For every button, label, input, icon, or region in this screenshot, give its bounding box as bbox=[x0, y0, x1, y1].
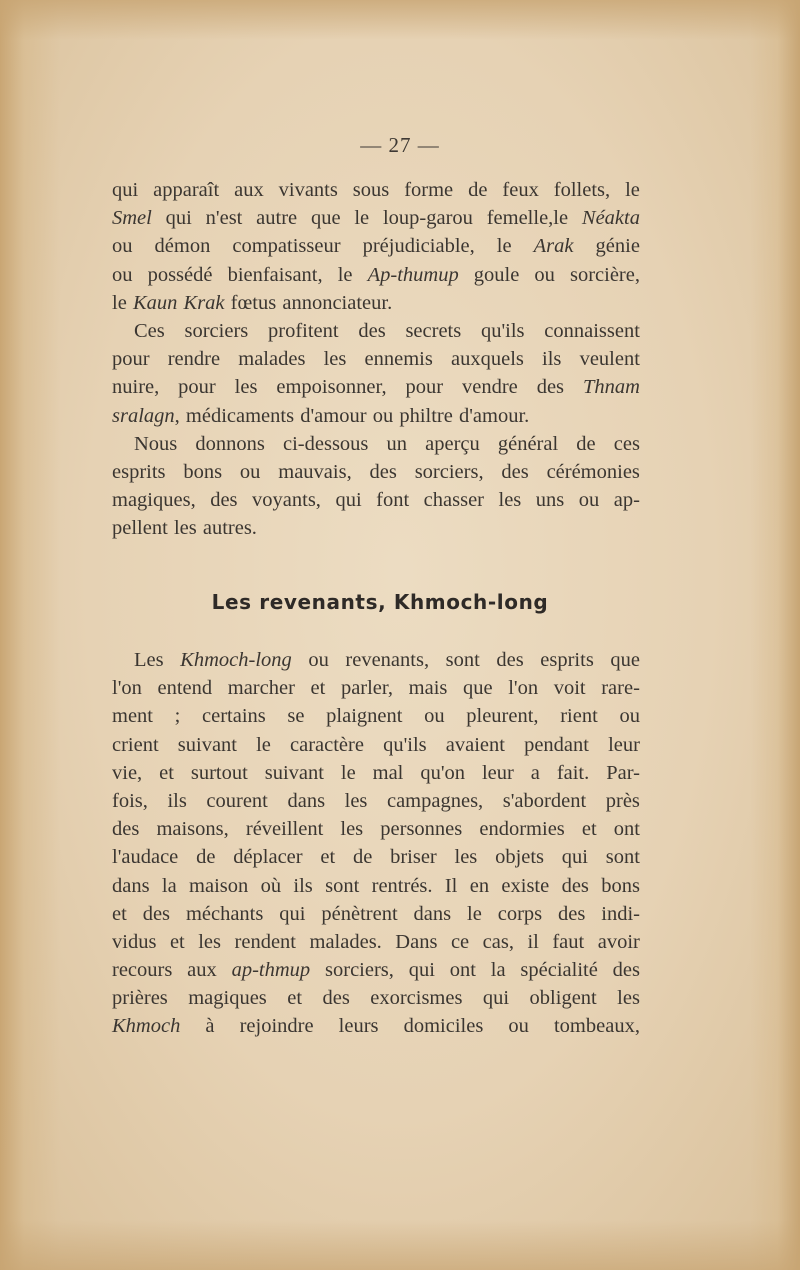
word: vie, bbox=[112, 761, 143, 784]
word: nuire, bbox=[112, 376, 160, 399]
text-line bbox=[112, 317, 640, 345]
word: l'on bbox=[508, 677, 539, 700]
text-line bbox=[112, 759, 640, 787]
word: qui bbox=[335, 489, 362, 512]
word: les bbox=[454, 846, 478, 869]
word: qui bbox=[279, 902, 306, 925]
word: rient bbox=[560, 705, 598, 728]
text-line bbox=[112, 402, 640, 430]
word: sorciers, bbox=[325, 959, 394, 982]
word: que bbox=[610, 649, 640, 671]
word: secrets bbox=[405, 319, 462, 342]
word: Arak bbox=[533, 235, 574, 258]
word: de bbox=[352, 846, 373, 869]
word: forme bbox=[404, 179, 454, 201]
word: qui bbox=[112, 179, 139, 201]
word: les bbox=[617, 987, 640, 1010]
word: Ces bbox=[134, 319, 165, 342]
word: Les bbox=[134, 649, 164, 671]
word: pendant bbox=[524, 733, 589, 756]
text-line bbox=[112, 843, 640, 871]
text-line bbox=[112, 731, 640, 759]
word: près bbox=[605, 789, 640, 812]
text-line bbox=[112, 928, 640, 956]
word: sorciers bbox=[184, 319, 249, 342]
word: des bbox=[369, 460, 397, 483]
text-line bbox=[112, 815, 640, 843]
word: les bbox=[498, 489, 522, 512]
word: en bbox=[469, 874, 490, 897]
word: général bbox=[497, 432, 559, 455]
word: à bbox=[205, 1015, 215, 1038]
word: d'amour bbox=[300, 404, 367, 427]
word: ou bbox=[578, 489, 600, 512]
word: dans bbox=[287, 789, 326, 812]
word: fait. bbox=[556, 761, 590, 784]
word: Par- bbox=[606, 761, 640, 784]
word: uns bbox=[535, 489, 565, 512]
word: l'on bbox=[112, 677, 142, 700]
word: le bbox=[340, 761, 356, 784]
word: les bbox=[340, 818, 364, 841]
word: bienfaisant, bbox=[227, 263, 323, 286]
word: qu'ils bbox=[383, 733, 427, 756]
word: Ap-thumup bbox=[367, 263, 459, 286]
word: ment bbox=[112, 705, 153, 728]
word: rendent bbox=[234, 930, 296, 953]
word: des bbox=[558, 902, 586, 925]
word: magiques bbox=[188, 987, 267, 1010]
word: ces bbox=[613, 432, 640, 455]
word: corps bbox=[497, 902, 543, 925]
word: faut bbox=[552, 930, 585, 953]
word: les bbox=[323, 348, 347, 371]
word: rendre bbox=[167, 348, 221, 371]
word: surtout bbox=[190, 761, 248, 784]
word: l'audace bbox=[112, 846, 179, 869]
word: ap- bbox=[613, 489, 640, 512]
word: possédé bbox=[147, 263, 213, 286]
word: parler, bbox=[340, 677, 394, 700]
text-line bbox=[112, 787, 640, 815]
word: indi- bbox=[601, 902, 640, 925]
word: rentrés. bbox=[371, 874, 433, 897]
text-line bbox=[112, 261, 640, 289]
text-line bbox=[112, 646, 640, 674]
word: et bbox=[581, 818, 597, 841]
word: dans bbox=[112, 874, 150, 897]
word: empoisonner, bbox=[276, 376, 387, 399]
word: chasser bbox=[423, 489, 485, 512]
word: avaient bbox=[445, 733, 505, 756]
text-line bbox=[112, 872, 640, 900]
text-line bbox=[112, 232, 640, 260]
text-line bbox=[112, 900, 640, 928]
word: pour bbox=[112, 348, 150, 371]
word: des bbox=[496, 649, 524, 671]
word: des bbox=[501, 460, 529, 483]
word: où bbox=[260, 874, 282, 897]
word: malades. bbox=[309, 930, 382, 953]
word: ils bbox=[542, 348, 562, 371]
word: ont bbox=[613, 818, 640, 841]
word: méchants bbox=[185, 902, 264, 925]
word: existe bbox=[501, 874, 550, 897]
word: sorcière, bbox=[569, 263, 640, 286]
text-line bbox=[112, 289, 640, 317]
word: ils bbox=[167, 789, 187, 812]
word: aux bbox=[187, 959, 217, 982]
word: le bbox=[354, 207, 370, 230]
word: et bbox=[310, 677, 326, 700]
word: veulent bbox=[579, 348, 640, 371]
word: qui bbox=[165, 207, 192, 230]
paper-edge-left bbox=[0, 0, 60, 1270]
word: dans bbox=[413, 902, 452, 925]
word: rejoindre bbox=[239, 1015, 314, 1038]
word: démon bbox=[154, 235, 211, 258]
word: les bbox=[198, 930, 222, 953]
word: leur bbox=[481, 761, 514, 784]
word: médicaments bbox=[185, 404, 295, 427]
word: mais bbox=[408, 677, 448, 700]
word: profitent bbox=[268, 319, 339, 342]
word: Il bbox=[444, 874, 458, 897]
word: le bbox=[496, 235, 512, 258]
word: personnes bbox=[380, 818, 463, 841]
text-line bbox=[112, 1012, 640, 1040]
word: des bbox=[612, 959, 640, 982]
word: sont bbox=[445, 649, 480, 671]
word: prières bbox=[112, 987, 168, 1010]
word: recours bbox=[112, 959, 173, 982]
word: qu'ils bbox=[480, 319, 525, 342]
word: Khmoch-long bbox=[180, 649, 292, 671]
word: leur bbox=[608, 733, 640, 756]
word: vendre bbox=[462, 376, 518, 399]
word: courent bbox=[206, 789, 268, 812]
word: de bbox=[468, 179, 488, 201]
word: plaignent bbox=[326, 705, 403, 728]
word: domiciles bbox=[403, 1015, 484, 1038]
word: revenants, bbox=[345, 649, 430, 671]
word: entend bbox=[157, 677, 213, 700]
word: donnons bbox=[195, 432, 265, 455]
word: de bbox=[576, 432, 596, 455]
word: compatisseur bbox=[232, 235, 341, 258]
word: ont bbox=[449, 959, 476, 982]
word: des bbox=[112, 818, 140, 841]
text-line bbox=[112, 956, 640, 984]
word: la bbox=[490, 959, 506, 982]
word: qui bbox=[408, 959, 435, 982]
word: loup-garou bbox=[382, 207, 473, 230]
word: pour bbox=[178, 376, 216, 399]
word: pénètrent bbox=[321, 902, 398, 925]
word: ou bbox=[619, 705, 640, 728]
word: de bbox=[196, 846, 216, 869]
word: magiques, bbox=[112, 489, 196, 512]
text-line bbox=[112, 984, 640, 1012]
word: spécialité bbox=[520, 959, 598, 982]
word: connaissent bbox=[544, 319, 640, 342]
word: préjudiciable, bbox=[362, 235, 475, 258]
word: feux bbox=[502, 179, 539, 201]
text-line bbox=[112, 674, 640, 702]
word: que bbox=[462, 677, 493, 700]
word: des bbox=[358, 319, 386, 342]
word: qui bbox=[561, 846, 588, 869]
word: Kaun bbox=[132, 291, 178, 314]
word: d'amour. bbox=[458, 404, 530, 427]
word: tombeaux, bbox=[553, 1015, 640, 1038]
word: campagnes, bbox=[386, 789, 484, 812]
word: maison bbox=[189, 874, 249, 897]
page-number: — 27 — bbox=[360, 133, 440, 157]
word: ; bbox=[174, 705, 181, 728]
word: sont bbox=[325, 874, 360, 897]
word: autres. bbox=[202, 517, 257, 540]
word: a bbox=[530, 761, 540, 784]
word: et bbox=[320, 846, 336, 869]
word: ou bbox=[424, 705, 445, 728]
word: pleurent, bbox=[466, 705, 539, 728]
text-line bbox=[112, 702, 640, 730]
word: les bbox=[234, 376, 258, 399]
word: ils bbox=[293, 874, 313, 897]
paper-edge-top bbox=[0, 0, 800, 40]
word: malades bbox=[238, 348, 306, 371]
paragraph-4 bbox=[112, 646, 640, 1041]
word: mal bbox=[372, 761, 404, 784]
word: exorcismes bbox=[370, 987, 463, 1010]
word: les bbox=[173, 517, 197, 540]
text-line bbox=[112, 345, 640, 373]
word: sorciers, bbox=[414, 460, 484, 483]
word: ou bbox=[372, 404, 394, 427]
word: des bbox=[322, 987, 350, 1010]
word: mauvais, bbox=[278, 460, 352, 483]
text-line bbox=[112, 176, 640, 204]
word: des bbox=[210, 489, 238, 512]
word: apparaît bbox=[153, 179, 220, 201]
word: voit bbox=[553, 677, 586, 700]
word: ce bbox=[450, 930, 470, 953]
word: bons bbox=[601, 874, 640, 897]
word: qu'on bbox=[420, 761, 466, 784]
word: ou bbox=[112, 263, 133, 286]
word: ou bbox=[534, 263, 555, 286]
paragraph-1 bbox=[112, 176, 640, 542]
text-line bbox=[112, 514, 640, 542]
word: que bbox=[310, 207, 341, 230]
word: obligent bbox=[529, 987, 597, 1010]
word: déplacer bbox=[233, 846, 303, 869]
word: voyants, bbox=[252, 489, 321, 512]
word: vidus bbox=[112, 930, 157, 953]
word: ennemis bbox=[364, 348, 433, 371]
word: ou bbox=[508, 1015, 529, 1038]
word: ap-thmup bbox=[231, 959, 311, 982]
word: n'est bbox=[205, 207, 243, 230]
word: femelle,le bbox=[486, 207, 569, 230]
word: sous bbox=[352, 179, 390, 201]
word: ou bbox=[308, 649, 329, 671]
word: et bbox=[112, 902, 127, 925]
word: Smel bbox=[112, 207, 152, 230]
word: esprits bbox=[540, 649, 594, 671]
word: suivant bbox=[177, 733, 237, 756]
word: auxquels bbox=[451, 348, 524, 371]
word: ou bbox=[239, 460, 261, 483]
word: Dans bbox=[395, 930, 438, 953]
word: des bbox=[142, 902, 171, 925]
word: la bbox=[161, 874, 177, 897]
word: leurs bbox=[338, 1015, 379, 1038]
text-line bbox=[112, 430, 640, 458]
word: philtre bbox=[399, 404, 453, 427]
word: pour bbox=[405, 376, 444, 399]
word: sont bbox=[605, 846, 640, 869]
word: follets, bbox=[553, 179, 611, 201]
word: le bbox=[256, 733, 271, 756]
word: Krak bbox=[183, 291, 225, 314]
word: crient bbox=[112, 733, 159, 756]
word: il bbox=[527, 930, 539, 953]
word: goule bbox=[473, 263, 520, 286]
word: endormies bbox=[479, 818, 565, 841]
word: génie bbox=[595, 235, 640, 258]
word: suivant bbox=[264, 761, 324, 784]
word: et bbox=[159, 761, 174, 784]
word: maisons, bbox=[156, 818, 229, 841]
word: et bbox=[287, 987, 303, 1010]
word: bons bbox=[183, 460, 223, 483]
word: cérémonies bbox=[546, 460, 640, 483]
word: Nous bbox=[134, 432, 178, 455]
word: le bbox=[337, 263, 353, 286]
word: marcher bbox=[227, 677, 295, 700]
word: Néakta bbox=[581, 207, 640, 230]
word: esprits bbox=[112, 460, 166, 483]
word: ou bbox=[112, 235, 133, 258]
word: avoir bbox=[597, 930, 640, 953]
word: cas, bbox=[482, 930, 514, 953]
word: le bbox=[112, 291, 127, 314]
word: des bbox=[561, 874, 589, 897]
word: le bbox=[625, 179, 640, 201]
word: Khmoch bbox=[112, 1015, 181, 1038]
word: réveillent bbox=[245, 818, 324, 841]
word: caractère bbox=[290, 733, 364, 756]
word: se bbox=[287, 705, 305, 728]
word: aperçu bbox=[425, 432, 480, 455]
word: objets bbox=[495, 846, 545, 869]
word: pellent bbox=[112, 517, 168, 540]
word: des bbox=[536, 376, 565, 399]
word: fois, bbox=[112, 789, 148, 812]
word: briser bbox=[390, 846, 437, 869]
word: aux bbox=[234, 179, 264, 201]
word: qui bbox=[482, 987, 510, 1010]
paper-edge-bottom bbox=[0, 1220, 800, 1270]
word: sralagn, bbox=[112, 404, 180, 427]
word: autre bbox=[256, 207, 298, 230]
text-line bbox=[112, 373, 640, 401]
text-line bbox=[112, 486, 640, 514]
section-heading: Les revenants, Khmoch-long bbox=[211, 590, 549, 614]
word: rare- bbox=[601, 677, 640, 700]
word: les bbox=[344, 789, 368, 812]
text-line bbox=[112, 204, 640, 232]
word: ci-dessous bbox=[283, 432, 369, 455]
word: font bbox=[376, 489, 410, 512]
paper-edge-right bbox=[750, 0, 800, 1270]
word: Thnam bbox=[582, 376, 640, 399]
word: et bbox=[169, 930, 185, 953]
word: vivants bbox=[278, 179, 338, 201]
word: s'abordent bbox=[502, 789, 587, 812]
word: certains bbox=[202, 705, 266, 728]
text-line bbox=[112, 458, 640, 486]
word: fœtus bbox=[230, 291, 277, 314]
word: annonciateur. bbox=[282, 291, 393, 314]
word: le bbox=[467, 902, 482, 925]
word: un bbox=[386, 432, 408, 455]
